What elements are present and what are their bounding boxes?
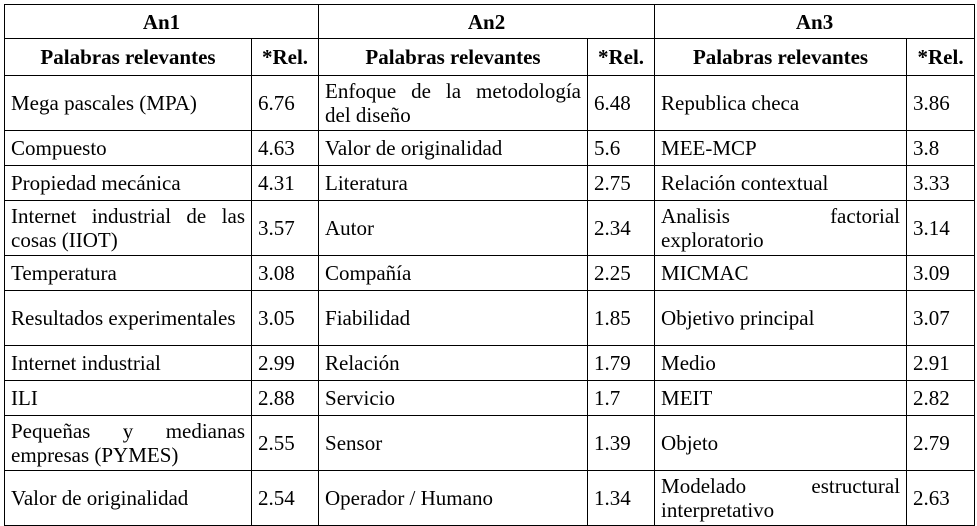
rel-cell: 1.79: [588, 346, 655, 381]
word-cell: Autor: [319, 201, 588, 256]
table-row: [5, 131, 975, 166]
rel-cell: 2.79: [907, 416, 975, 471]
rel-cell: 1.34: [588, 471, 655, 526]
rel-cell: 3.33: [907, 166, 975, 201]
word-cell: Valor de originalidad: [5, 471, 252, 526]
word-cell: Sensor: [319, 416, 588, 471]
table-row: [5, 76, 975, 131]
word-cell: Servicio: [319, 381, 588, 416]
column-header-words-an2: Palabras relevantes: [319, 39, 588, 76]
word-cell: Republica checa: [655, 76, 907, 131]
word-cell: Temperatura: [5, 256, 252, 291]
rel-cell: 3.14: [907, 201, 975, 256]
table-row: [5, 471, 975, 526]
group-title-an3: An3: [655, 5, 975, 39]
word-cell: Operador / Humano: [319, 471, 588, 526]
rel-cell: 2.75: [588, 166, 655, 201]
column-header-rel-an1: *Rel.: [252, 39, 319, 76]
rel-cell: 3.09: [907, 256, 975, 291]
column-header-row: [5, 39, 975, 76]
word-cell: Medio: [655, 346, 907, 381]
rel-cell: 1.7: [588, 381, 655, 416]
word-cell: Mega pascales (MPA): [5, 76, 252, 131]
word-cell: Literatura: [319, 166, 588, 201]
word-cell: MEIT: [655, 381, 907, 416]
table-row: [5, 166, 975, 201]
rel-cell: 2.54: [252, 471, 319, 526]
word-cell: Objetivo principal: [655, 291, 907, 346]
word-cell: Internet industrial: [5, 346, 252, 381]
word-cell: Pequeñas y medianas empresas (PYMES): [5, 416, 252, 471]
rel-cell: 4.31: [252, 166, 319, 201]
word-cell: Fiabilidad: [319, 291, 588, 346]
word-cell: Compuesto: [5, 131, 252, 166]
keyword-relevance-table: [4, 4, 975, 526]
rel-cell: 2.82: [907, 381, 975, 416]
table-row: [5, 201, 975, 256]
rel-cell: 1.39: [588, 416, 655, 471]
rel-cell: 1.85: [588, 291, 655, 346]
word-cell: Relación contextual: [655, 166, 907, 201]
rel-cell: 3.57: [252, 201, 319, 256]
rel-cell: 5.6: [588, 131, 655, 166]
word-cell: Resultados experimentales: [5, 291, 252, 346]
word-cell: Modelado estructural interpretativo: [655, 471, 907, 526]
word-cell: Objeto: [655, 416, 907, 471]
rel-cell: 2.25: [588, 256, 655, 291]
rel-cell: 2.91: [907, 346, 975, 381]
group-title-an1: An1: [5, 5, 319, 39]
word-cell: Valor de originalidad: [319, 131, 588, 166]
word-cell: Compañía: [319, 256, 588, 291]
word-cell: Enfoque de la metodología del diseño: [319, 76, 588, 131]
rel-cell: 3.05: [252, 291, 319, 346]
rel-cell: 3.86: [907, 76, 975, 131]
rel-cell: 3.8: [907, 131, 975, 166]
rel-cell: 2.88: [252, 381, 319, 416]
rel-cell: 2.99: [252, 346, 319, 381]
word-cell: MICMAC: [655, 256, 907, 291]
word-cell: MEE-MCP: [655, 131, 907, 166]
rel-cell: 2.34: [588, 201, 655, 256]
column-header-rel-an2: *Rel.: [588, 39, 655, 76]
rel-cell: 6.48: [588, 76, 655, 131]
rel-cell: 2.55: [252, 416, 319, 471]
column-header-words-an3: Palabras relevantes: [655, 39, 907, 76]
table-row: [5, 381, 975, 416]
word-cell: Internet industrial de las cosas (IIOT): [5, 201, 252, 256]
word-cell: Propiedad mecánica: [5, 166, 252, 201]
word-cell: Analisis factorial exploratorio: [655, 201, 907, 256]
group-title-an2: An2: [319, 5, 655, 39]
group-header-row: [5, 5, 975, 39]
column-header-rel-an3: *Rel.: [907, 39, 975, 76]
word-cell: ILI: [5, 381, 252, 416]
table-row: [5, 256, 975, 291]
rel-cell: 6.76: [252, 76, 319, 131]
word-cell: Relación: [319, 346, 588, 381]
rel-cell: 4.63: [252, 131, 319, 166]
table-row: [5, 346, 975, 381]
table-row: [5, 291, 975, 346]
rel-cell: 2.63: [907, 471, 975, 526]
rel-cell: 3.07: [907, 291, 975, 346]
column-header-words-an1: Palabras relevantes: [5, 39, 252, 76]
table-row: [5, 416, 975, 471]
rel-cell: 3.08: [252, 256, 319, 291]
